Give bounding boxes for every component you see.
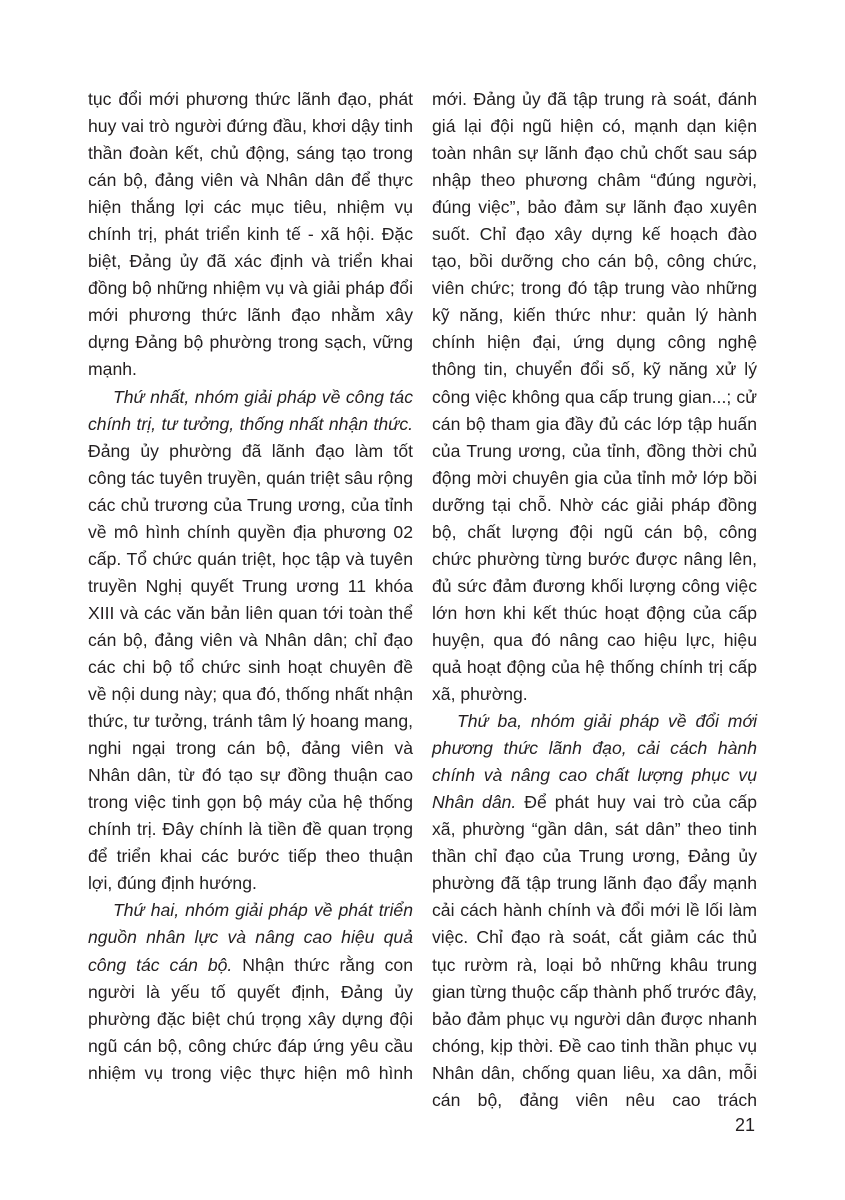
solution-3-body: Để phát huy vai trò của cấp xã, phường “gần dân, sát dân” theo tinh thần chỉ đạo của Trung ương, Đảng ủy phường đã tập trung lãnh đạo đẩy mạnh cải cách hành chính và đổi mới lề lối làm việc. Chỉ đạo rà soát, cắt giảm các thủ tục rườm rà, loại bỏ những khâu trung gian từng thuộc cấp thành phố trước đây, bảo đảm phục vụ người dân được nhanh chóng, kịp thời. Đề cao tinh thần phục vụ Nhân dân, chống quan liêu, xa dân, mỗi cán bộ, đảng viên nêu cao trách (432, 792, 757, 1110)
paragraph-solution-3 (432, 708, 757, 1114)
solution-2-heading: Thứ hai, nhóm giải pháp về phát triển nguồn nhân lực và nâng cao hiệu quả công tác cán bộ. (88, 900, 413, 975)
paragraph-solution-2 (88, 897, 413, 1086)
paragraph-intro-continued: tục đổi mới phương thức lãnh đạo, phát huy vai trò người đứng đầu, khơi dậy tinh thần đoàn kết, chủ động, sáng tạo trong cán bộ, đảng viên và Nhân dân để thực hiện thắng lợi các mục tiêu, nhiệm vụ chính trị, phát triển kinh tế - xã hội. Đặc biệt, Đảng ủy đã xác định và triển khai đồng bộ những nhiệm vụ và giải pháp đổi mới phương thức lãnh đạo nhằm xây dựng Đảng bộ phường trong sạch, vững mạnh. (88, 89, 413, 380)
solution-1-heading: Thứ nhất, nhóm giải pháp về công tác chính trị, tư tưởng, thống nhất nhận thức. (88, 386, 413, 434)
solution-3-heading: Thứ ba, nhóm giải pháp về đổi mới phương thức lãnh đạo, cải cách hành chính và nâng cao chất lượng phục vụ Nhân dân. (432, 711, 757, 813)
page-number: 21 (735, 1115, 756, 1135)
left-column (88, 86, 413, 1087)
right-column (432, 86, 757, 1114)
paragraph-solution-2-continued: mới. Đảng ủy đã tập trung rà soát, đánh giá lại đội ngũ hiện có, mạnh dạn kiện toàn nhân sự lãnh đạo chủ chốt sau sáp nhập theo phương châm “đúng người, đúng việc”, bảo đảm sự lãnh đạo xuyên suốt. Chỉ đạo xây dựng kế hoạch đào tạo, bồi dưỡng cho cán bộ, công chức, viên chức; trong đó tập trung vào những kỹ năng, kiến thức như: quản lý hành chính hiện đại, ứng dụng công nghệ thông tin, chuyển đổi số, kỹ năng xử lý công việc không qua cấp trung gian...; cử cán bộ tham gia đầy đủ các lớp tập huấn của Trung ương, của tỉnh, đồng thời chủ động mời chuyên gia của tỉnh mở lớp bồi dưỡng tại chỗ. Nhờ các giải pháp đồng bộ, chất lượng đội ngũ cán bộ, công chức phường từng bước được nâng lên, đủ sức đảm đương khối lượng công việc lớn hơn khi kết thúc hoạt động của cấp huyện, qua đó nâng cao hiệu lực, hiệu quả hoạt động của hệ thống chính trị cấp xã, phường. (432, 89, 757, 705)
solution-1-body: Đảng ủy phường đã lãnh đạo làm tốt công tác tuyên truyền, quán triệt sâu rộng các chủ trương của Trung ương, của tỉnh về mô hình chính quyền địa phương 02 cấp. Tổ chức quán triệt, học tập và tuyên truyền Nghị quyết Trung ương 11 khóa XIII và các văn bản liên quan tới toàn thể cán bộ, đảng viên và Nhân dân; chỉ đạo các chi bộ tổ chức sinh hoạt chuyên đề về nội dung này; qua đó, thống nhất nhận thức, tư tưởng, tránh tâm lý hoang mang, nghi ngại trong cán bộ, đảng viên và Nhân dân, từ đó tạo sự đồng thuận cao trong việc tinh gọn bộ máy của hệ thống chính trị. Đây chính là tiền đề quan trọng để triển khai các bước tiếp theo thuận lợi, đúng định hướng. (88, 440, 413, 894)
solution-2-body: Nhận thức rằng con người là yếu tố quyết định, Đảng ủy phường đặc biệt chú trọng xây dựng đội ngũ cán bộ, công chức đáp ứng yêu cầu nhiệm vụ trong việc thực hiện mô hình (88, 954, 413, 1083)
paragraph-solution-1 (88, 384, 413, 898)
